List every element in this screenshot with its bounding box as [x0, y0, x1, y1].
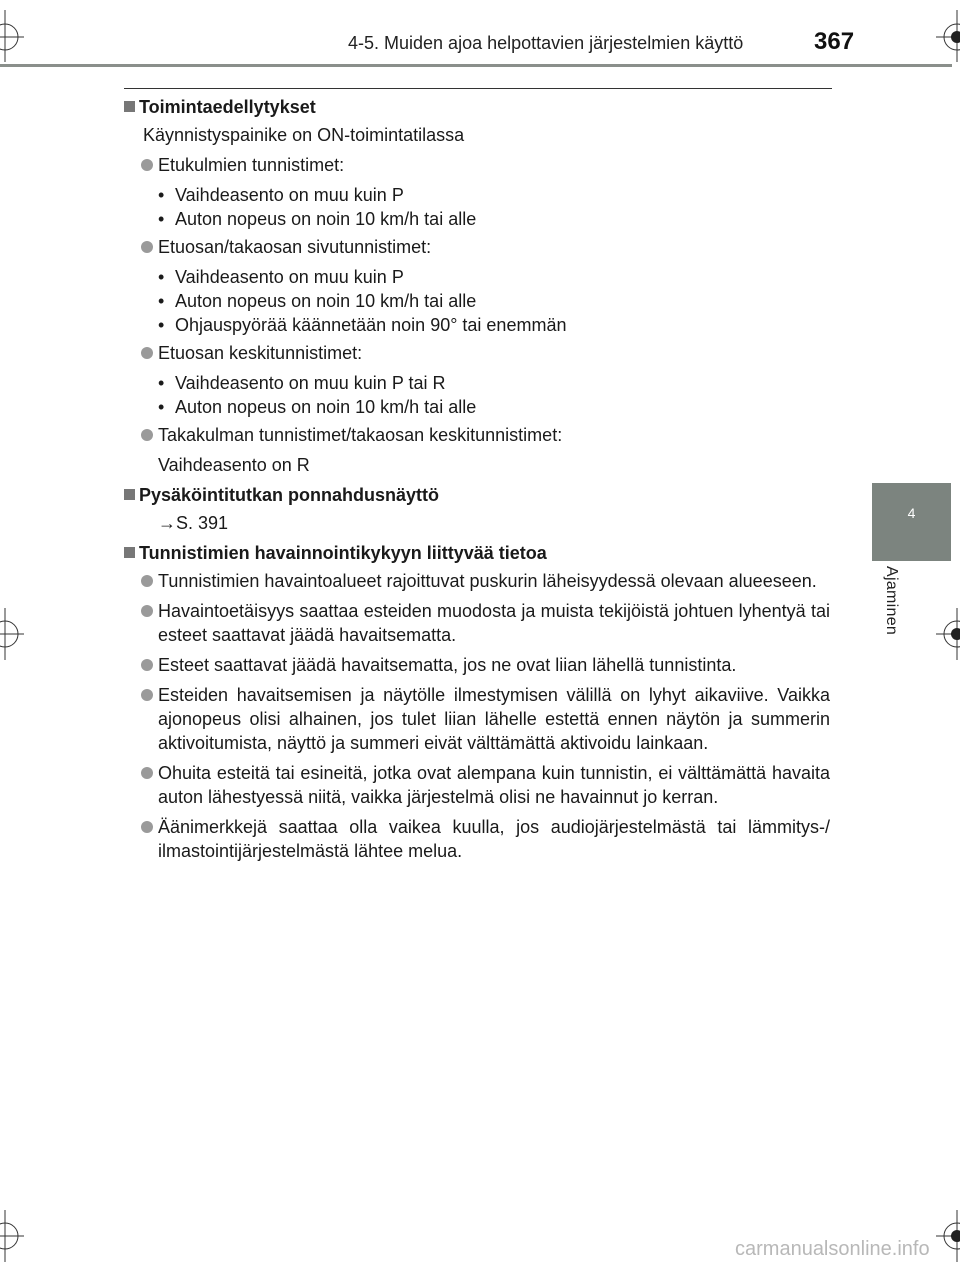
sub-list-item: • Vaihdeasento on muu kuin P [158, 267, 404, 287]
page-reference-link[interactable]: →S. 391 [158, 513, 229, 533]
bullet-text: Etuosan keskitunnistimet: [158, 343, 363, 363]
sub-list-item: • Ohjauspyörää käännetään noin 90° tai enemmän [158, 315, 567, 335]
list-item [124, 153, 830, 177]
intro-text: Käynnistyspainike on ON-toimintatilassa [143, 125, 465, 145]
sub-item-text: Vaihdeasento on muu kuin P [175, 267, 404, 287]
watermark: carmanualsonline.info [735, 1238, 930, 1260]
section-heading-operating-conditions [124, 95, 830, 119]
circle-bullet-icon [141, 659, 153, 671]
sub-list-item: • Vaihdeasento on muu kuin P tai R [158, 373, 446, 393]
sub-list [124, 371, 830, 419]
circle-bullet-icon [141, 241, 153, 253]
sub-list [124, 183, 830, 231]
list-item [124, 341, 830, 365]
circle-bullet-icon [141, 689, 153, 701]
list-item [124, 599, 830, 647]
list-item [124, 423, 830, 447]
bullet-text: Takakulman tunnistimet/takaosan keskitunnistimet: [158, 425, 563, 445]
sub-list-item: • Auton nopeus on noin 10 km/h tai alle [158, 291, 477, 311]
list-item [124, 683, 830, 755]
list-item [124, 761, 830, 809]
list-item [124, 653, 830, 677]
bullet-text: Etuosan/takaosan sivutunnistimet: [158, 237, 432, 257]
square-bullet-icon [124, 101, 135, 112]
circle-bullet-icon [141, 605, 153, 617]
sub-list-item: • Auton nopeus on noin 10 km/h tai alle [158, 397, 477, 417]
circle-bullet-icon [141, 159, 153, 171]
sub-item-text: Auton nopeus on noin 10 km/h tai alle [175, 209, 477, 229]
sub-item-text: Auton nopeus on noin 10 km/h tai alle [175, 397, 477, 417]
bullet-text: Etukulmien tunnistimet: [158, 155, 345, 175]
circle-bullet-icon [141, 821, 153, 833]
bullet-text: Havaintoetäisyys saattaa esteiden muodosta ja muista tekijöistä johtuen lyhentyä tai esteet saattavat jäädä havaitsematta. [158, 601, 830, 645]
bullet-detail-text: Vaihdeasento on R [158, 455, 310, 475]
content-top-rule [124, 88, 832, 89]
sub-item-text: Vaihdeasento on muu kuin P tai R [175, 373, 446, 393]
list-item [124, 815, 830, 863]
sub-list-item: • Vaihdeasento on muu kuin P [158, 185, 404, 205]
page-content [124, 95, 830, 869]
square-bullet-icon [124, 489, 135, 500]
header-title: 4-5. Muiden ajoa helpottavien järjestelmien käyttö [348, 33, 744, 53]
chapter-number: 4 [907, 505, 916, 521]
chapter-tab [872, 483, 951, 561]
page-number: 367 [814, 28, 855, 55]
sub-list [124, 265, 830, 337]
section-heading-sensor-info [124, 541, 830, 565]
sub-item-text: Ohjauspyörää käännetään noin 90° tai enemmän [175, 315, 567, 335]
heading-text: Pysäköintitutkan ponnahdusnäyttö [139, 485, 440, 505]
sub-item-text: Auton nopeus on noin 10 km/h tai alle [175, 291, 477, 311]
heading-text: Toimintaedellytykset [139, 97, 316, 117]
list-item [124, 569, 830, 593]
bullet-text: Esteet saattavat jäädä havaitsematta, jos ne ovat liian lähellä tunnistinta. [158, 655, 737, 675]
chapter-label: Ajaminen [883, 566, 900, 636]
bullet-text: Esteiden havaitsemisen ja näytölle ilmestymisen välillä on lyhyt aikaviive. Vaikka ajonopeus olisi alhainen, jos tulet liian lähelle estettä ennen näytön ja summerin aktivoitumista, näyttö ja summeri eivät välttämättä aktivoidu lainkaan. [158, 685, 830, 753]
list-item [124, 235, 830, 259]
sub-item-text: Vaihdeasento on muu kuin P [175, 185, 404, 205]
bullet-text: Tunnistimien havaintoalueet rajoittuvat puskurin läheisyydessä olevaan alueeseen. [158, 571, 817, 591]
circle-bullet-icon [141, 575, 153, 587]
bullet-text: Äänimerkkejä saattaa olla vaikea kuulla, jos audiojärjestelmästä tai lämmitys-/ ilmastointijärjestelmästä lähtee melua. [158, 817, 830, 861]
circle-bullet-icon [141, 767, 153, 779]
bullet-text: Ohuita esteitä tai esineitä, jotka ovat alempana kuin tunnistin, ei välttämättä havaita auton lähestyessä niitä, vaikka järjestelmä olisi ne havainnut jo kerran. [158, 763, 830, 807]
circle-bullet-icon [141, 347, 153, 359]
heading-text: Tunnistimien havainnointikykyyn liittyvää tietoa [139, 543, 547, 563]
square-bullet-icon [124, 547, 135, 558]
header-divider [0, 64, 952, 67]
sub-list-item: • Auton nopeus on noin 10 km/h tai alle [158, 209, 477, 229]
section-heading-popup-display [124, 483, 830, 507]
circle-bullet-icon [141, 429, 153, 441]
